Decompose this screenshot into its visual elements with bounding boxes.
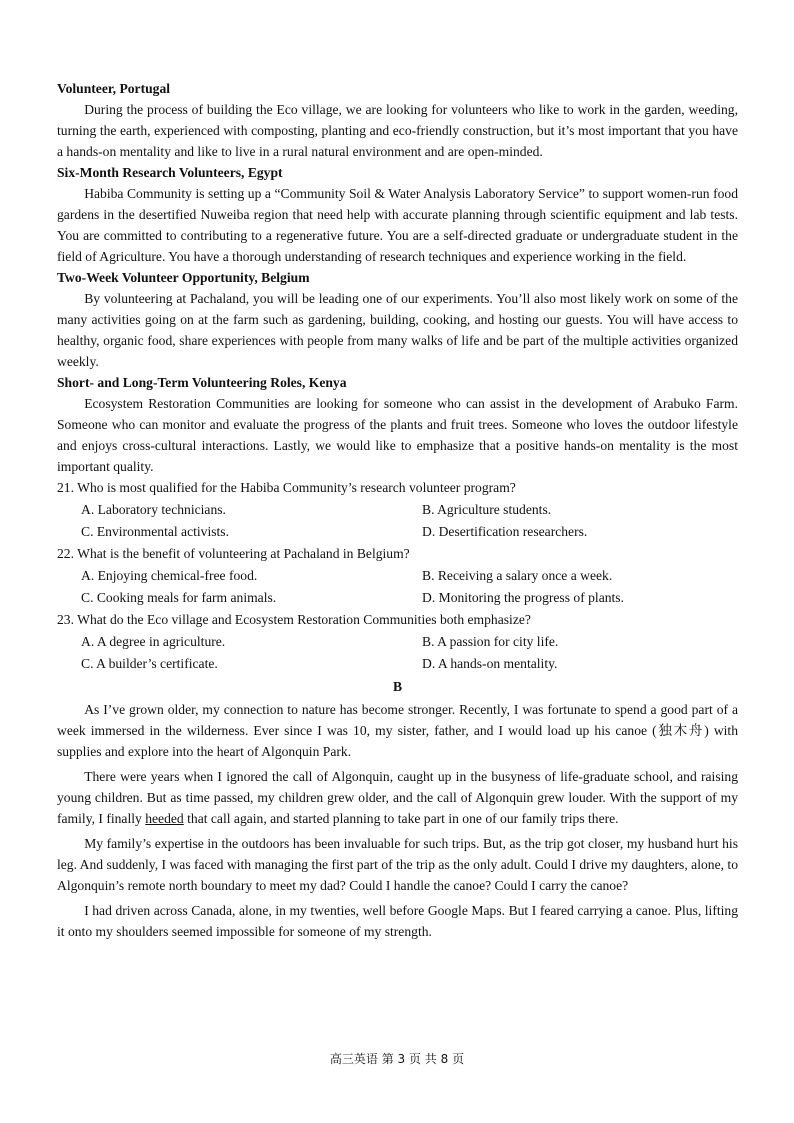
underlined-word: heeded bbox=[145, 811, 184, 826]
passage-paragraph-1: As I’ve grown older, my connection to nature has become stronger. Recently, I was fortunate to spend a good part of a week immersed in the wilderness. Ever since I was 10, my sister, father, and I would load up his canoe (独木舟) with supplies and explore into the heart of Algonquin Park. bbox=[57, 702, 738, 759]
option-a[interactable]: A. Enjoying chemical-free food. bbox=[81, 568, 258, 583]
ad-title: Two-Week Volunteer Opportunity, Belgium bbox=[57, 270, 310, 285]
question-stem: 23. What do the Eco village and Ecosystem Restoration Communities both emphasize? bbox=[57, 612, 531, 627]
paragraph-text-before: There were years when I ignored the call of Algonquin, caught up in the busyness of life-graduate school, and raising young children. But as time passed, my children grew older, and the call of Algonquin grew louder. With the support of my family, I finally bbox=[57, 769, 738, 826]
option-c[interactable]: C. Cooking meals for farm animals. bbox=[81, 590, 277, 605]
question-22 bbox=[57, 543, 738, 609]
question-stem: 22. What is the benefit of volunteering at Pachaland in Belgium? bbox=[57, 546, 410, 561]
option-b[interactable]: B. Receiving a salary once a week. bbox=[422, 568, 613, 583]
ad-title: Short- and Long-Term Volunteering Roles, Kenya bbox=[57, 375, 347, 390]
ad-text: By volunteering at Pachaland, you will be leading one of our experiments. You’ll also most likely work on some of the many activities going on at the farm such as gardening, building, cooking, and hosting our guests. You will have access to healthy, organic food, share experiences with people from many walks of life and be part of the multiple activities organized weekly. bbox=[57, 291, 738, 369]
option-d[interactable]: D. A hands-on mentality. bbox=[422, 656, 558, 671]
option-d[interactable]: D. Desertification researchers. bbox=[422, 524, 588, 539]
option-c[interactable]: C. Environmental activists. bbox=[81, 524, 229, 539]
page-footer: 高三英语 第 3 页 共 8 页 bbox=[329, 1052, 465, 1066]
option-c[interactable]: C. A builder’s certificate. bbox=[81, 656, 218, 671]
passage-b bbox=[57, 699, 738, 942]
paragraph-text-after: that call again, and started planning to take part in one of our family trips there. bbox=[183, 811, 619, 826]
option-list bbox=[57, 631, 738, 675]
question-23 bbox=[57, 609, 738, 675]
ad-text: Ecosystem Restoration Communities are looking for someone who can assist in the development of Arabuko Farm. Someone who can monitor and evaluate the progress of the plants and fruit trees. Someone who loves the outdoor lifestyle and enjoys cross-cultural interactions. Lastly, we would like to emphasize that a positive hands-on mentality is the most important quality. bbox=[57, 396, 738, 474]
option-b[interactable]: B. A passion for city life. bbox=[422, 634, 559, 649]
ad-text: During the process of building the Eco village, we are looking for volunteers who like to work in the garden, weeding, turning the earth, experienced with composting, planting and eco-friendly construction, but it’s most important that you have a hands-on mentality and like to live in a rural natural environment and are open-minded. bbox=[57, 102, 738, 159]
question-stem: 21. Who is most qualified for the Habiba Community’s research volunteer program? bbox=[57, 480, 516, 495]
question-21 bbox=[57, 477, 738, 543]
option-d[interactable]: D. Monitoring the progress of plants. bbox=[422, 590, 624, 605]
option-a[interactable]: A. A degree in agriculture. bbox=[81, 634, 226, 649]
ad-text: Habiba Community is setting up a “Community Soil & Water Analysis Laboratory Service” to support women-run food gardens in the desertified Nuweiba region that need help with accurate planning through scientific equipment and lab tests. You are committed to contributing to a regenerative future. You are a self-directed graduate or undergraduate student in the field of Agriculture. You have a thorough understanding of research techniques and experience working in the field. bbox=[57, 186, 738, 264]
exam-page bbox=[57, 78, 738, 946]
passage-paragraph-3: My family’s expertise in the outdoors has been invaluable for such trips. But, as the trip got closer, my husband hurt his leg. And suddenly, I was faced with managing the first part of the trip as the only adult. Could I drive my daughters, alone, to Algonquin’s remote north boundary to meet my dad? Could I handle the canoe? Could I carry the canoe? bbox=[57, 836, 738, 893]
ad-portugal bbox=[57, 78, 738, 162]
ad-egypt bbox=[57, 162, 738, 267]
option-list bbox=[57, 565, 738, 609]
ad-title: Six-Month Research Volunteers, Egypt bbox=[57, 165, 283, 180]
option-b[interactable]: B. Agriculture students. bbox=[422, 502, 552, 517]
passage-paragraph-2 bbox=[57, 766, 738, 829]
option-a[interactable]: A. Laboratory technicians. bbox=[81, 502, 226, 517]
ad-title: Volunteer, Portugal bbox=[57, 81, 171, 96]
ad-kenya bbox=[57, 372, 738, 477]
passage-paragraph-4: I had driven across Canada, alone, in my twenties, well before Google Maps. But I feared carrying a canoe. Plus, lifting it onto my shoulders seemed impossible for someone of my strength. bbox=[57, 903, 738, 939]
section-b-label: B bbox=[392, 679, 403, 694]
option-list bbox=[57, 499, 738, 543]
ad-belgium bbox=[57, 267, 738, 372]
